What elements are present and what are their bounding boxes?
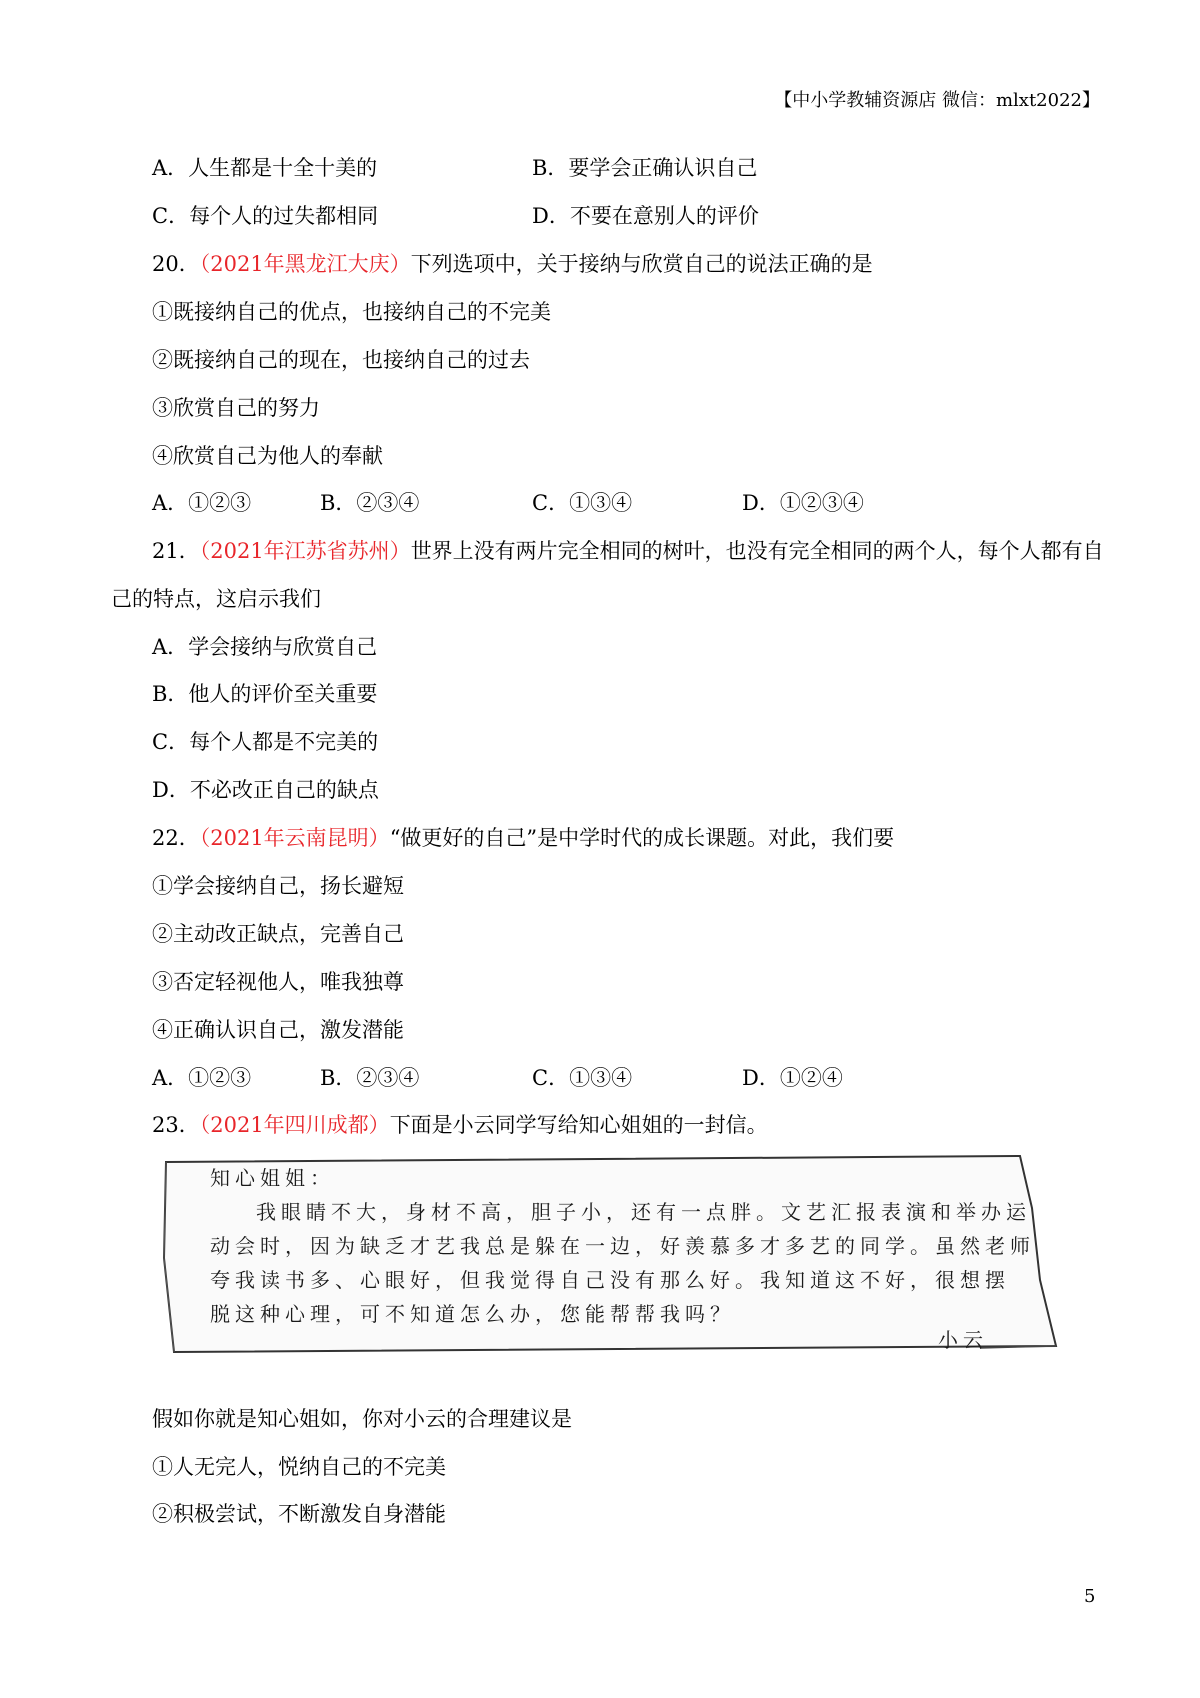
q23-stem — [152, 1111, 768, 1139]
q23-question: 假如你就是知心姐如，你对小云的合理建议是 — [152, 1407, 572, 1431]
q22-option-c: C．①③④ — [532, 1066, 633, 1090]
q23-source: （2021年四川成都） — [199, 1113, 390, 1137]
q21-stem-line2: 己的特点，这启示我们 — [111, 587, 321, 611]
letter-image — [160, 1148, 1072, 1360]
q21-number: 21． — [152, 539, 200, 563]
q20-item-1: ①既接纳自己的优点，也接纳自己的不完美 — [152, 300, 551, 324]
q21-stem — [152, 537, 1104, 565]
q23-stem-text: 下面是小云同学写给知心姐姐的一封信。 — [389, 1113, 768, 1137]
letter-line-3: 夸我读书多、心眼好，但我觉得自己没有那么好。我知道这不好，很想摆 — [210, 1268, 1010, 1292]
page-number: 5 — [1084, 1586, 1096, 1607]
letter-line-4: 脱这种心理，可不知道怎么办，您能帮帮我吗？ — [210, 1302, 735, 1326]
letter-line-2: 动会时，因为缺乏才艺我总是躲在一边，好羡慕多才多艺的同学。虽然老师 — [210, 1234, 1035, 1258]
header-watermark: 【中小学教辅资源店 微信：mlxt2022】 — [774, 90, 1100, 111]
q23-item-1: ①人无完人，悦纳自己的不完美 — [152, 1455, 446, 1479]
letter-greeting: 知心姐姐： — [210, 1166, 335, 1190]
q22-item-4: ④正确认识自己，激发潜能 — [152, 1018, 404, 1042]
q20-stem — [152, 250, 873, 278]
q23-number: 23． — [152, 1113, 200, 1137]
q22-item-2: ②主动改正缺点，完善自己 — [152, 922, 404, 946]
q20-item-3: ③欣赏自己的努力 — [152, 396, 320, 420]
q21-option-a: A．学会接纳与欣赏自己 — [152, 635, 378, 659]
q20-option-b: B．②③④ — [320, 491, 420, 515]
q19-option-d: D．不要在意别人的评价 — [532, 204, 759, 228]
q22-number: 22． — [152, 826, 200, 850]
q20-option-d: D．①②③④ — [742, 491, 864, 515]
q21-source: （2021年江苏省苏州） — [199, 539, 411, 563]
q20-stem-text: 下列选项中，关于接纳与欣赏自己的说法正确的是 — [410, 252, 873, 276]
q21-option-c: C．每个人都是不完美的 — [152, 730, 379, 754]
q19-option-c: C．每个人的过失都相同 — [152, 204, 379, 228]
q22-source: （2021年云南昆明） — [199, 826, 390, 850]
q22-option-a: A．①②③ — [152, 1066, 252, 1090]
q20-item-4: ④欣赏自己为他人的奉献 — [152, 444, 383, 468]
q22-stem — [152, 824, 894, 852]
q19-option-a: A．人生都是十全十美的 — [152, 156, 378, 180]
q23-item-2: ②积极尝试，不断激发自身潜能 — [152, 1502, 446, 1526]
q22-option-b: B．②③④ — [320, 1066, 420, 1090]
q22-item-1: ①学会接纳自己，扬长避短 — [152, 874, 404, 898]
q19-option-b: B．要学会正确认识自己 — [532, 156, 758, 180]
q20-item-2: ②既接纳自己的现在，也接纳自己的过去 — [152, 348, 530, 372]
q22-item-3: ③否定轻视他人，唯我独尊 — [152, 970, 404, 994]
q20-option-c: C．①③④ — [532, 491, 633, 515]
q20-source: （2021年黑龙江大庆） — [199, 252, 411, 276]
letter-signature: 小云 — [938, 1328, 988, 1352]
q20-number: 20． — [152, 252, 200, 276]
q21-option-b: B．他人的评价至关重要 — [152, 682, 378, 706]
q20-option-a: A．①②③ — [152, 491, 252, 515]
q22-stem-text: “做更好的自己”是中学时代的成长课题。对此，我们要 — [389, 826, 895, 850]
q22-option-d: D．①②④ — [742, 1066, 843, 1090]
q21-option-d: D．不必改正自己的缺点 — [152, 778, 379, 802]
letter-line-1: 我眼睛不大，身材不高，胆子小，还有一点胖。文艺汇报表演和举办运 — [256, 1200, 1031, 1224]
q21-stem-line1: 世界上没有两片完全相同的树叶，也没有完全相同的两个人，每个人都有自 — [410, 539, 1104, 563]
